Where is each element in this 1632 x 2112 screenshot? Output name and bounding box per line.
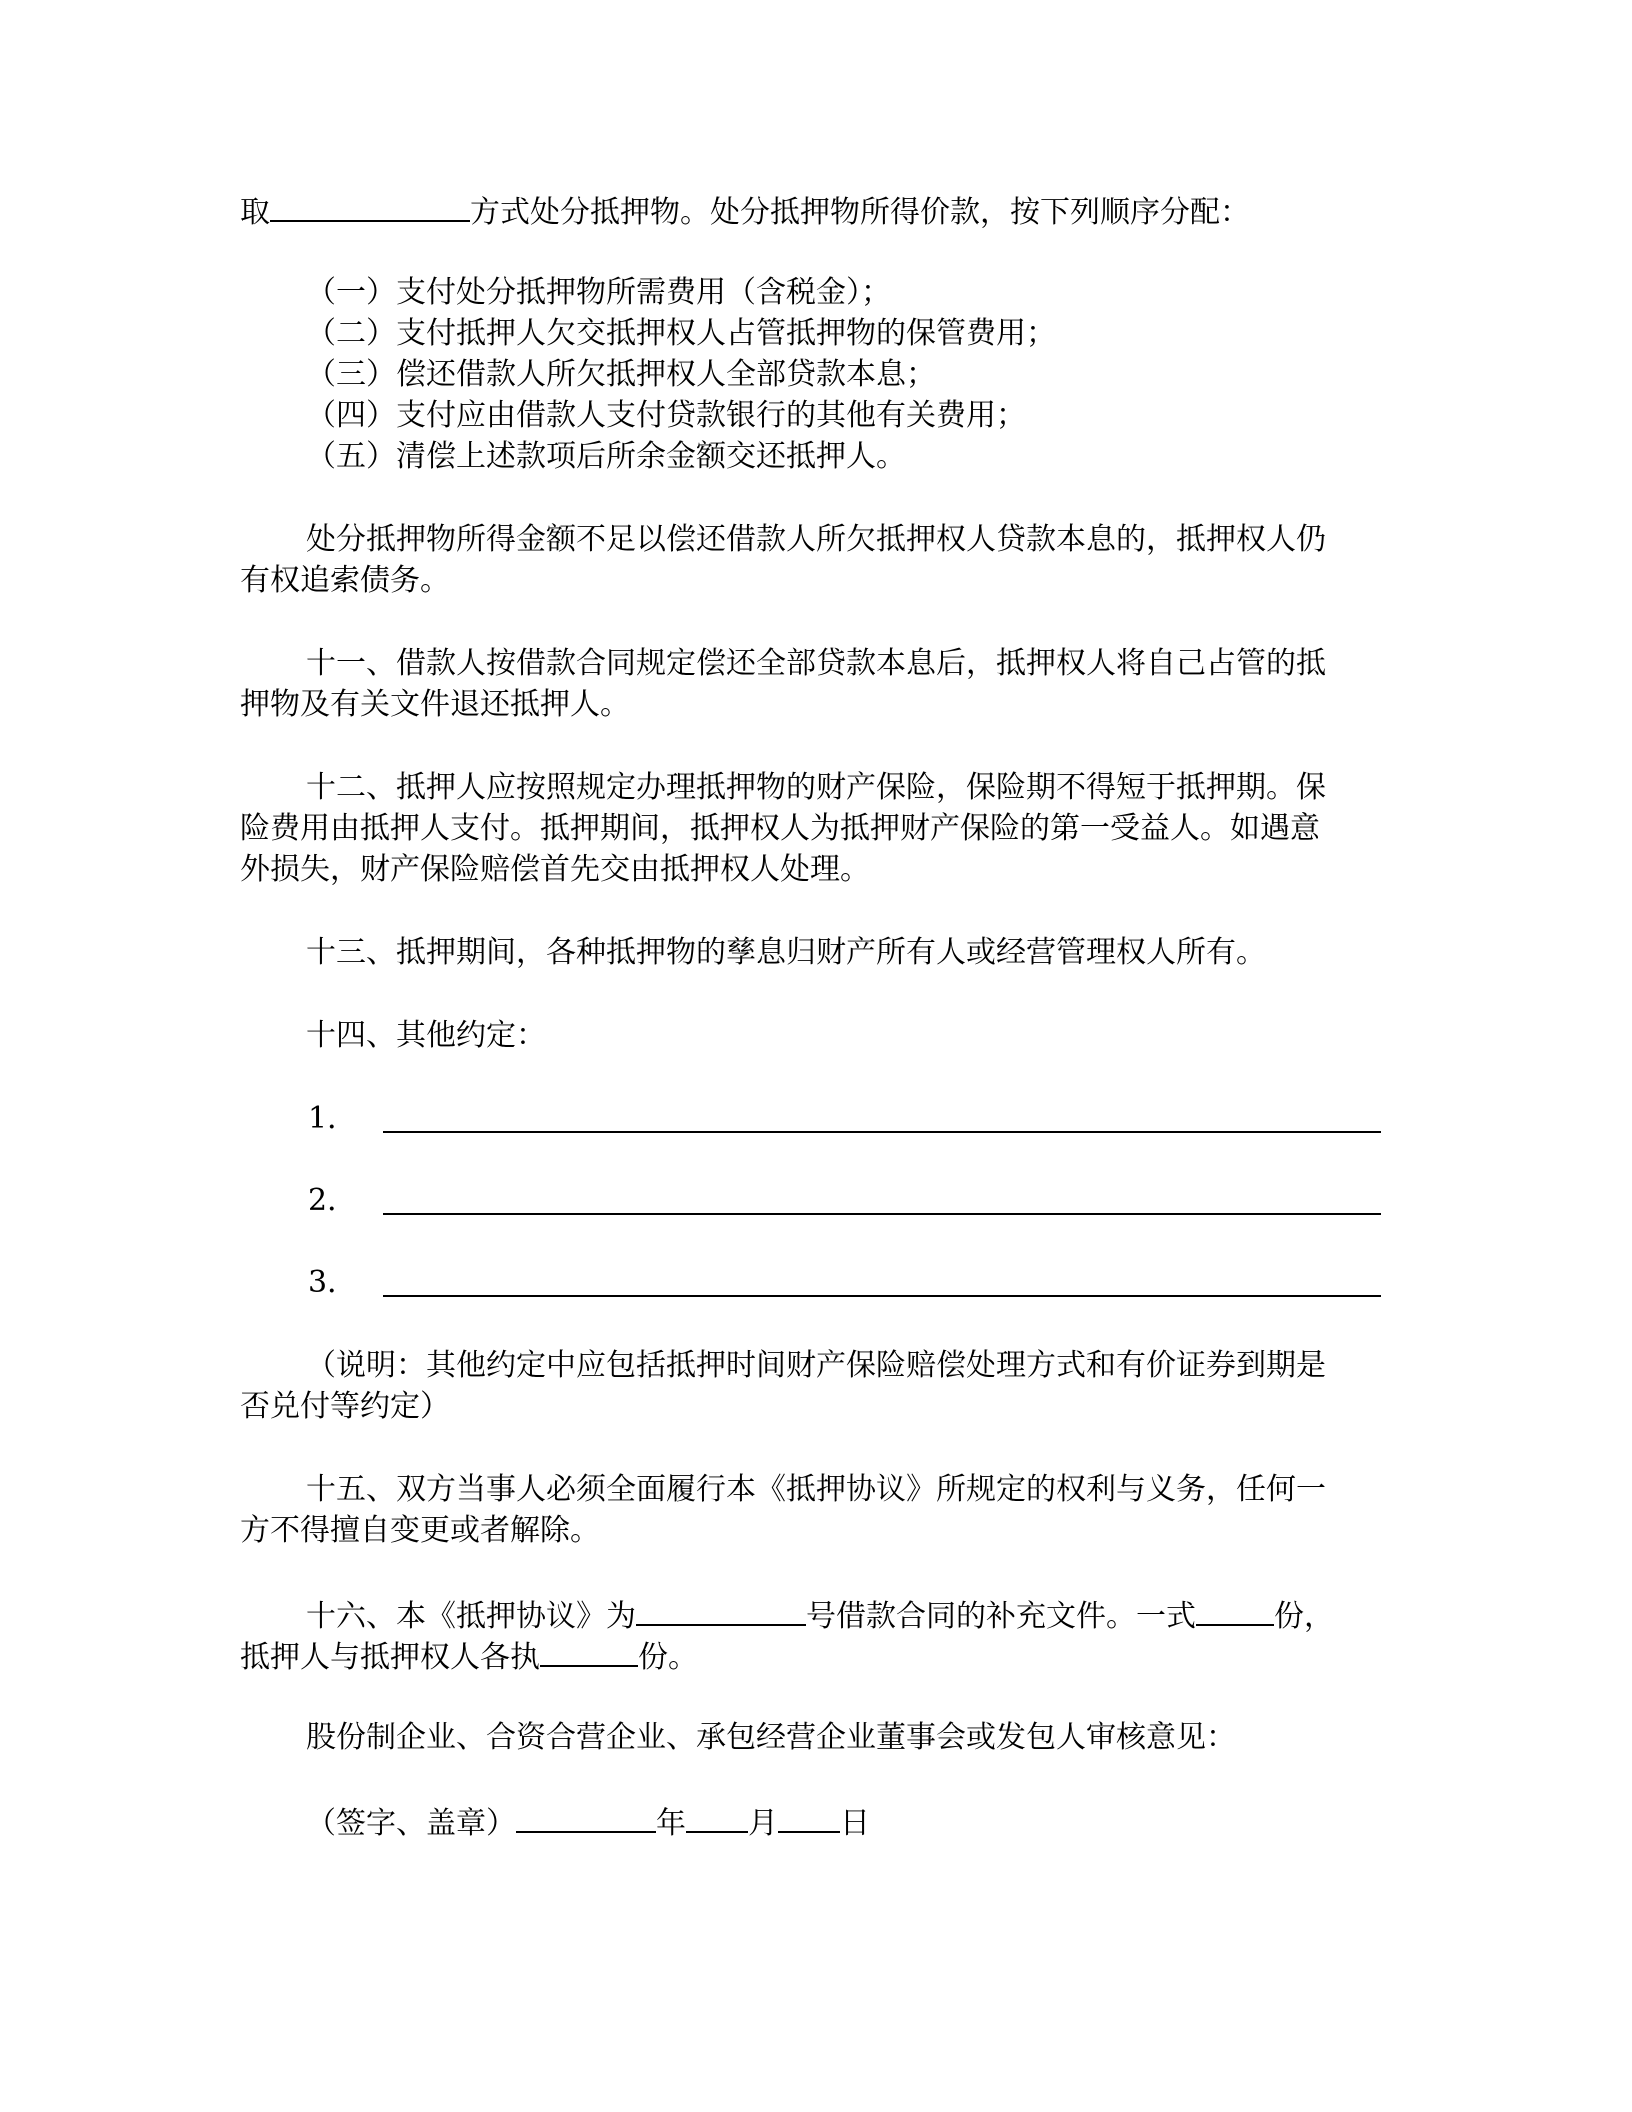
para-16-line-1 (306, 1594, 1334, 1634)
blank-signature (516, 1801, 656, 1833)
distribution-item-3: （三）偿还借款人所欠抵押权人全部贷款本息； (306, 357, 936, 392)
year-label: 年 (656, 1806, 686, 1841)
note-line-1: （说明：其他约定中应包括抵押时间财产保险赔偿处理方式和有价证券到期是 (306, 1348, 1326, 1383)
signature-line (306, 1801, 870, 1841)
para-11-line-2: 押物及有关文件退还抵押人。 (240, 687, 630, 722)
distribution-item-5: （五）清偿上述款项后所余金额交还抵押人。 (306, 439, 906, 474)
para-14: 十四、其他约定： (306, 1018, 546, 1053)
other-item-2-blank (383, 1213, 1381, 1215)
review-opinion: 股份制企业、合资合营企业、承包经营企业董事会或发包人审核意见： (306, 1720, 1236, 1755)
other-item-3-blank (383, 1295, 1381, 1297)
line-dispose-method (240, 190, 1250, 230)
other-item-3-number: 3． (308, 1265, 358, 1300)
para-16-line-2 (240, 1635, 698, 1675)
distribution-item-1: （一）支付处分抵押物所需费用（含税金）； (306, 275, 891, 310)
text-dispose-method: 方式处分抵押物。处分抵押物所得价款，按下列顺序分配： (470, 195, 1250, 230)
signature-label: （签字、盖章） (306, 1806, 516, 1841)
para-13: 十三、抵押期间，各种抵押物的孳息归财产所有人或经营管理权人所有。 (306, 935, 1266, 970)
blank-dispose-method (270, 190, 470, 222)
blank-month (686, 1801, 748, 1833)
para-16-text-a: 十六、本《抵押协议》为 (306, 1599, 636, 1634)
other-item-1-number: 1． (308, 1101, 358, 1136)
blank-copies-total (1196, 1594, 1274, 1626)
other-item-2-number: 2． (308, 1183, 358, 1218)
blank-copies-each (540, 1635, 638, 1667)
para-16-text-e: 份。 (638, 1640, 698, 1675)
para-12-line-1: 十二、抵押人应按照规定办理抵押物的财产保险，保险期不得短于抵押期。保 (306, 770, 1326, 805)
distribution-item-4: （四）支付应由借款人支付贷款银行的其他有关费用； (306, 398, 1026, 433)
para-12-line-2: 险费用由抵押人支付。抵押期间，抵押权人为抵押财产保险的第一受益人。如遇意 (240, 811, 1320, 846)
para-16-text-b: 号借款合同的补充文件。一式 (806, 1599, 1196, 1634)
para-shortfall-line-1: 处分抵押物所得金额不足以偿还借款人所欠抵押权人贷款本息的，抵押权人仍 (306, 522, 1326, 557)
para-11-line-1: 十一、借款人按借款合同规定偿还全部贷款本息后，抵押权人将自己占管的抵 (306, 646, 1326, 681)
note-line-2: 否兑付等约定） (240, 1389, 450, 1424)
para-15-line-1: 十五、双方当事人必须全面履行本《抵押协议》所规定的权利与义务，任何一 (306, 1472, 1326, 1507)
text-take: 取 (240, 195, 270, 230)
distribution-item-2: （二）支付抵押人欠交抵押权人占管抵押物的保管费用； (306, 316, 1056, 351)
para-16-text-c: 份， (1274, 1599, 1334, 1634)
blank-day (778, 1801, 840, 1833)
month-label: 月 (748, 1806, 778, 1841)
para-15-line-2: 方不得擅自变更或者解除。 (240, 1513, 600, 1548)
para-16-text-d: 抵押人与抵押权人各执 (240, 1640, 540, 1675)
other-item-1-blank (383, 1131, 1381, 1133)
para-shortfall-line-2: 有权追索债务。 (240, 563, 450, 598)
para-12-line-3: 外损失，财产保险赔偿首先交由抵押权人处理。 (240, 852, 870, 887)
blank-contract-number (636, 1594, 806, 1626)
day-label: 日 (840, 1806, 870, 1841)
